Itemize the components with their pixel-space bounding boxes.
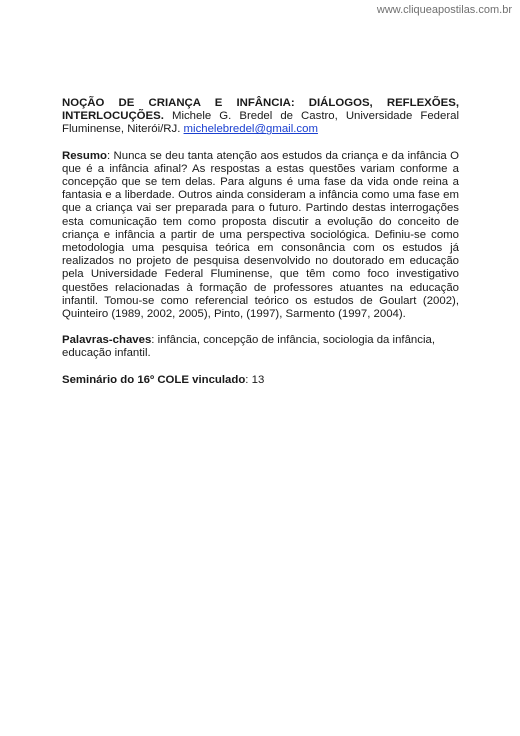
abstract-text: : Nunca se deu tanta atenção aos estudos da criança e da infância O que é a infância afinal? As respostas a estas questões variam conforme a concepção que se tem delas. Para alguns é uma fase da vida onde reina a fantasia e a liberdade. Outros ainda consideram a infância como uma fase em que a criança vai ser preparada para o futuro. Partindo destas interrogações esta comunicação tem como proposta discutir a evolução do conceito de criança e infância a partir de uma perspectiva sociológica. Definiu-se como metodologia uma pesquisa teórica em consonância com os estudos já realizados no projeto de pesquisa desenvolvido no doutorado em educação pela Universidade Federal Fluminense, que têm como foco investigativo questões relacionadas à formação de professores atuantes na educação infantil. Tomou-se como referencial teórico os estudos de Goulart (2002), Quinteiro (1989, 2002, 2005), Pinto, (1997), Sarmento (1997, 2004). (62, 149, 459, 321)
keywords-paragraph (62, 334, 459, 360)
watermark-url: www.cliqueapostilas.com.br (376, 4, 512, 16)
seminar-value: : 13 (245, 373, 265, 386)
abstract-label: Resumo (62, 149, 107, 162)
keywords-text: : infância, concepção de infância, sociologia da infância, educação infantil. (62, 334, 435, 360)
author-email-link[interactable]: michelebredel@gmail.com (183, 123, 318, 136)
seminar-label: Seminário do 16º COLE vinculado (62, 373, 246, 386)
seminar-paragraph (62, 374, 459, 387)
keywords-label: Palavras-chaves (62, 334, 152, 347)
author-affiliation: Michele G. Bredel de Castro, Universidade Federal Fluminense, Niterói/RJ. (62, 110, 459, 136)
document-body (62, 97, 459, 400)
title-block (62, 97, 459, 137)
abstract-paragraph (62, 150, 459, 322)
paper-title: NOÇÃO DE CRIANÇA E INFÂNCIA: DIÁLOGOS, REFLEXÕES, INTERLOCUÇÕES. (62, 97, 459, 123)
